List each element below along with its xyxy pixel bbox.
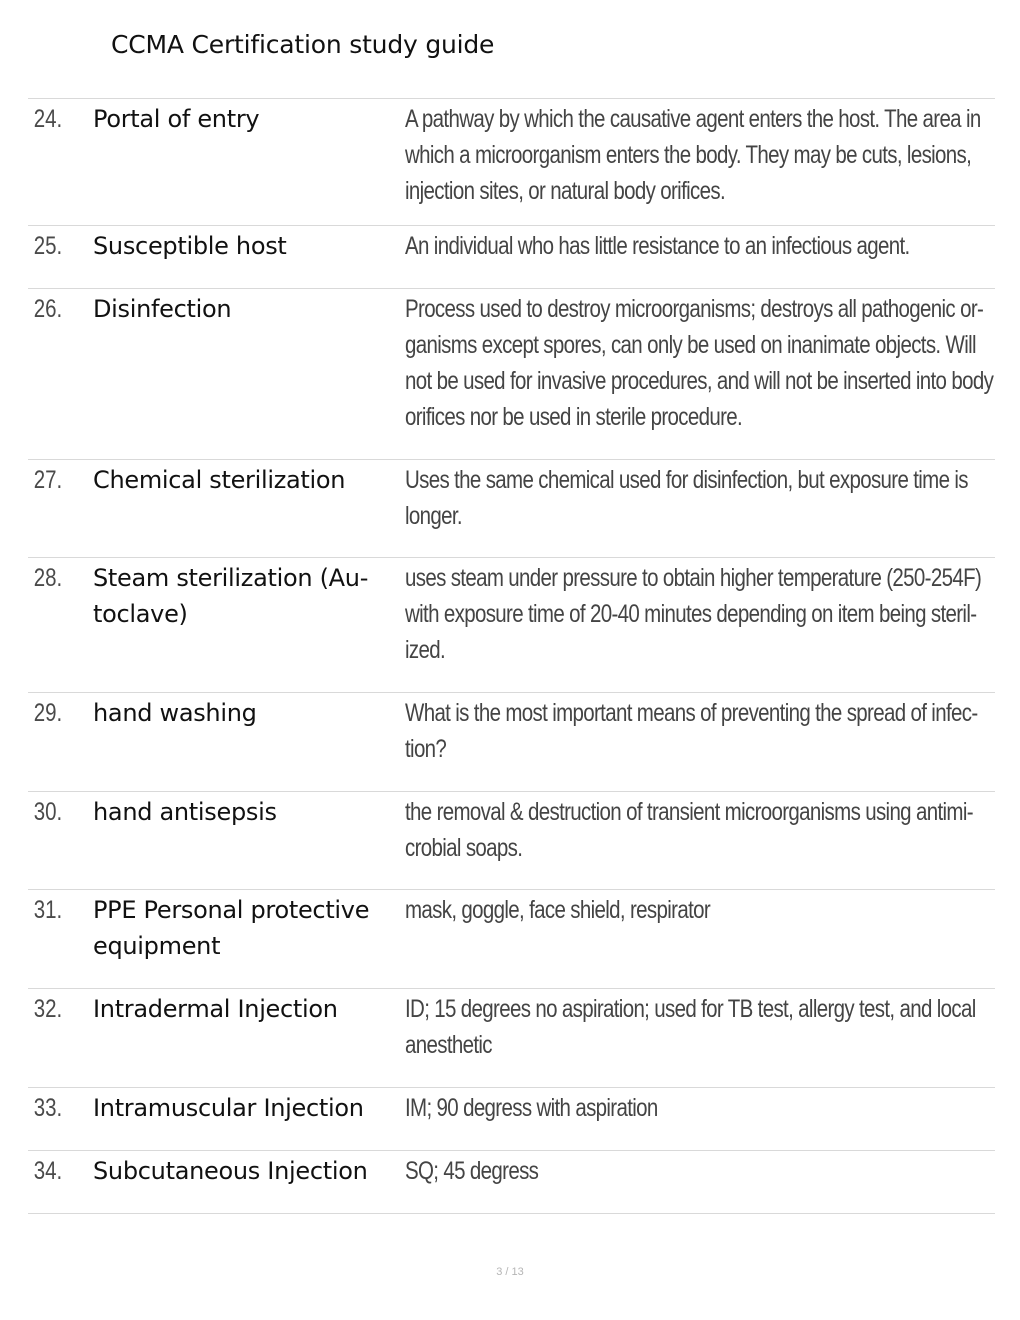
entry-definition-text: ID; 15 degrees no aspiration; used for TB test, allergy test, and local anesthetic — [405, 995, 976, 1059]
entry-number: 31. — [33, 896, 63, 924]
entry-definition — [405, 291, 995, 435]
entry-definition-text: What is the most important means of preventing the spread of infection? — [405, 699, 979, 763]
entry-definition — [405, 892, 995, 928]
document-title: CCMA Certification study guide — [111, 30, 495, 59]
entry-definition-text: Process used to destroy microorganisms; destroys all pathogenic organisms except spores, can only be used on inanimate objects. Will not be used for invasive procedures, and will not be inserted into body orifices nor be used in sterile procedure. — [405, 295, 994, 431]
list-item — [28, 989, 995, 1088]
list-item — [28, 693, 995, 792]
entry-definition — [405, 1153, 995, 1189]
list-item — [28, 99, 995, 226]
entry-definition-text: A pathway by which the causative agent enters the host. The area in which a microorganism enters the body. They may be cuts, lesions, injection sites, or natural body orifices. — [405, 105, 981, 205]
entry-definition-text: the removal & destruction of transient microorganisms using antimicrobial soaps. — [405, 798, 974, 862]
entry-term: PPE Personal protective equipment — [93, 896, 370, 960]
entry-definition — [405, 560, 995, 668]
entry-term: Steam sterilization (Autoclave) — [93, 564, 369, 628]
list-item — [28, 1151, 995, 1214]
entry-term: hand washing — [93, 699, 257, 727]
entry-term: Intradermal Injection — [93, 995, 338, 1023]
entry-number: 33. — [33, 1094, 63, 1122]
entry-definition-text: uses steam under pressure to obtain higher temperature (250-254F) with exposure time of 20-40 minutes depending on item being sterilized. — [405, 564, 982, 664]
list-item — [28, 1088, 995, 1151]
entry-number: 28. — [33, 564, 63, 592]
page-number: 3 / 13 — [496, 1266, 524, 1278]
entry-term: Chemical sterilization — [93, 466, 346, 494]
list-item — [28, 792, 995, 890]
entry-number: 24. — [33, 105, 63, 133]
entry-definition-text: An individual who has little resistance to an infectious agent. — [405, 232, 910, 260]
entry-definition — [405, 1090, 995, 1126]
entry-number: 26. — [33, 295, 63, 323]
list-item — [28, 289, 995, 460]
flashcard-list — [28, 98, 995, 1214]
entry-definition-text: SQ; 45 degress — [405, 1157, 539, 1185]
entry-definition — [405, 695, 995, 767]
list-item — [28, 226, 995, 289]
entry-number: 29. — [33, 699, 63, 727]
entry-term: Disinfection — [93, 295, 232, 323]
entry-term: Intramuscular Injection — [93, 1094, 364, 1122]
list-item — [28, 558, 995, 693]
entry-definition — [405, 101, 995, 209]
list-item — [28, 890, 995, 989]
entry-term: Subcutaneous Injection — [93, 1157, 368, 1185]
entry-number: 34. — [33, 1157, 63, 1185]
entry-number: 30. — [33, 798, 63, 826]
entry-term: Portal of entry — [93, 105, 260, 133]
list-item — [28, 460, 995, 558]
entry-term: Susceptible host — [93, 232, 287, 260]
entry-number: 27. — [33, 466, 63, 494]
entry-definition-text: Uses the same chemical used for disinfection, but exposure time is longer. — [405, 466, 968, 530]
entry-definition — [405, 794, 995, 866]
entry-definition — [405, 462, 995, 534]
entry-term: hand antisepsis — [93, 798, 277, 826]
entry-definition — [405, 228, 995, 264]
entry-definition-text: mask, goggle, face shield, respirator — [405, 896, 711, 924]
entry-number: 25. — [33, 232, 63, 260]
entry-definition — [405, 991, 995, 1063]
entry-number: 32. — [33, 995, 63, 1023]
entry-definition-text: IM; 90 degress with aspiration — [405, 1094, 658, 1122]
